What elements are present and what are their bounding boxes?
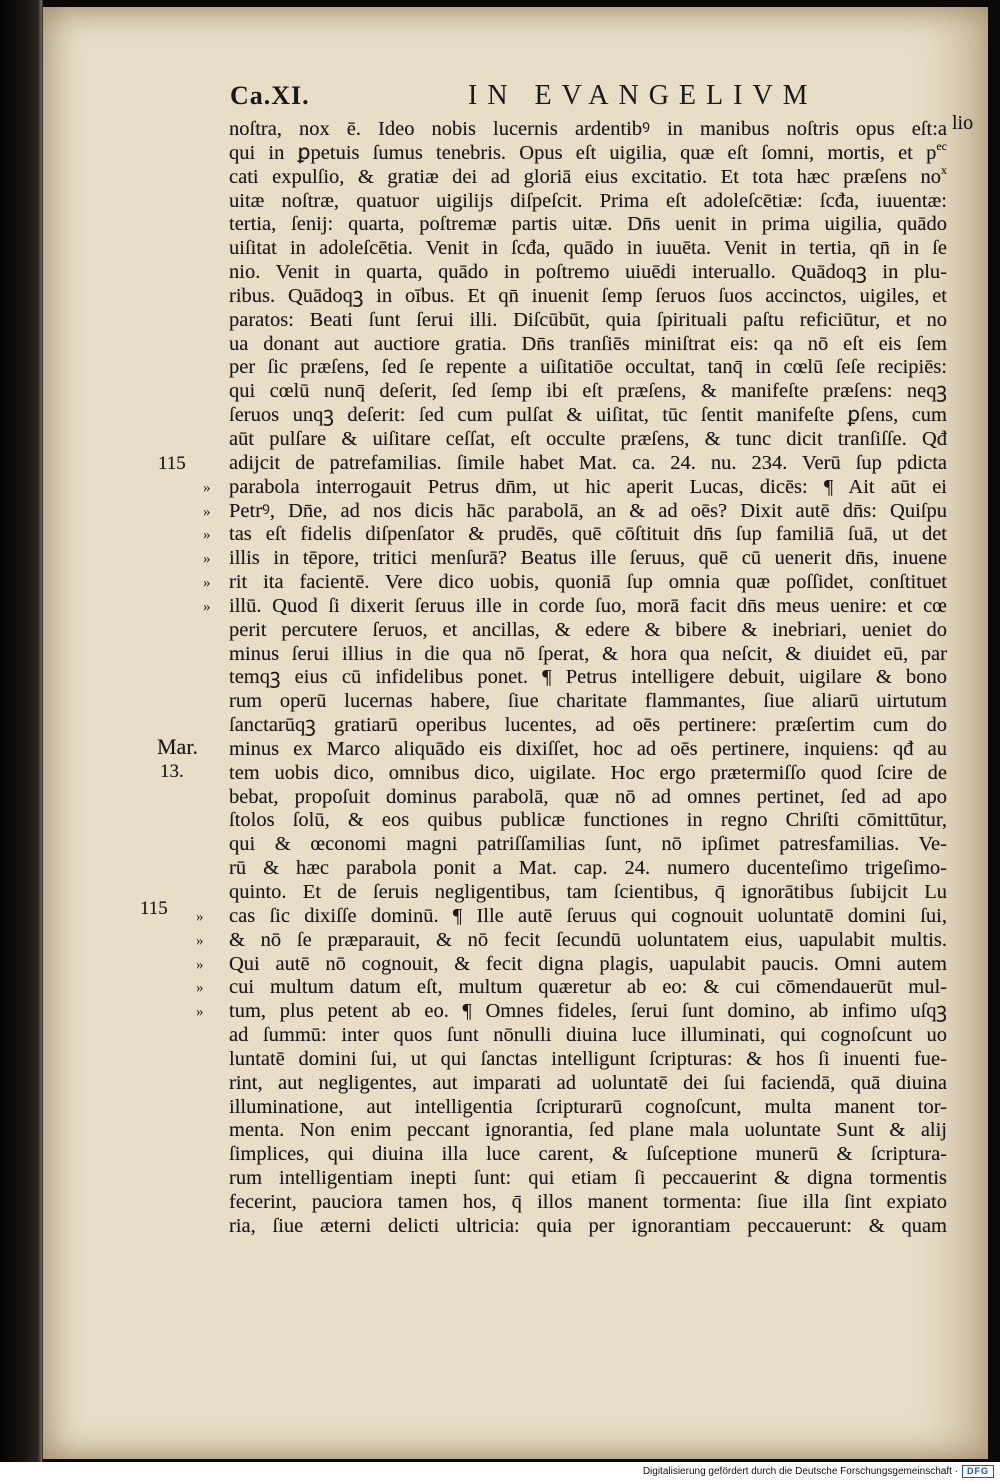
text-line-content: [229, 1096, 947, 1120]
margin-note-top-right: lio: [952, 112, 974, 134]
line-text: menta. Non enim peccant ignorantia, ſed plane mala uoluntate Sunt & alij: [229, 1119, 947, 1142]
line-text: bebat, propoſuit dominus parabolā, quæ nō ad omnes pertinet, ſed ad apo: [229, 785, 947, 808]
text-line-content: [229, 714, 947, 738]
text-line-content: [229, 333, 947, 357]
text-line: [229, 857, 947, 881]
quotation-mark: »: [196, 1004, 204, 1020]
text-line-content: [229, 976, 947, 1000]
margin-note-reference: 115: [158, 453, 186, 474]
line-text: adijcit de patrefamilias. ſimile habet Mat. ca. 24. nu. 234. Verū ſup pdicta: [229, 451, 947, 474]
text-line: [229, 786, 947, 810]
text-line: [229, 285, 947, 309]
line-text: minus ex Marco aliquādo eis dixiſſet, hoc ad oēs pertinere, inquiens: qđ au: [229, 737, 947, 760]
quotation-mark: »: [203, 504, 211, 520]
text-line-content: [229, 643, 947, 667]
text-line: [229, 595, 947, 619]
text-line: [229, 523, 947, 547]
text-line-content: [229, 881, 947, 905]
text-line: [229, 1048, 947, 1072]
line-text: cui multum datum eſt, multum quæretur ab eo: & cui cōmendauerūt mul-: [229, 976, 947, 999]
running-head-title: IN EVANGELIVM: [468, 80, 818, 111]
text-line: [229, 929, 947, 953]
line-text: perit percutere ſeruos, et ancillas, & edere & bibere & inebriari, ueniet do: [229, 618, 947, 641]
text-line-content: [229, 1215, 947, 1239]
line-text: ſimplices, qui diuina illa luce carent, & ſuſceptione munerū & ſcriptura-: [229, 1143, 947, 1166]
text-line-content: [229, 619, 947, 643]
footer-credit: Digitalisierung gefördert durch die Deutsche Forschungsgemeinschaft ·: [642, 1466, 958, 1477]
line-text: aūt pulſare & uiſitare ceſſat, eſt occulte præſens, & tunc dicit tranſiſſe. Qđ: [229, 427, 947, 450]
text-line: [229, 138, 947, 166]
text-line: [229, 976, 947, 1000]
line-text: luntatē domini ſui, ut qui ſanctas intelligunt ſcripturas: & hos ſi inuenti fue-: [229, 1047, 947, 1070]
text-line-content: [229, 500, 947, 524]
quotation-mark: »: [196, 980, 204, 996]
text-line-content: [229, 929, 947, 953]
text-line-content: [229, 1143, 947, 1167]
margin-note-reference: 115: [140, 898, 168, 919]
line-text: rit ita facientē. Vere dico uobis, quoniā ſup omnia quæ poſſidet, conſtituet: [229, 571, 947, 594]
text-line: [229, 452, 947, 476]
line-text: cati expulſio, & gratiæ dei ad gloriā eius excitatio. Et tota hæc præſens no: [229, 165, 941, 188]
text-line: [229, 356, 947, 380]
text-line: [229, 666, 947, 690]
text-line: [229, 690, 947, 714]
text-line-content: [229, 595, 947, 619]
text-line-content: [229, 857, 947, 881]
text-line-content: [229, 666, 947, 690]
line-text: tem uobis dico, omnibus dico, uigilate. Hoc ergo prætermiſſo quod ſcire de: [229, 761, 947, 784]
text-line: [229, 905, 947, 929]
quotation-mark: »: [203, 480, 211, 496]
line-text: illuminatione, aut intelligentia ſcripturarū cognoſcunt, multa manent tor-: [229, 1095, 947, 1118]
text-line-content: [229, 309, 947, 333]
line-text: noſtra, nox ē. Ideo nobis lucernis ardentibꝰ in manibus noſtris opus eſt:a: [229, 118, 947, 140]
line-text: ſeruos unqꝫ deſerit: ſed cum pulſat & uiſitat, tūc ſentit manifeſte ꝑſens, cum: [229, 404, 947, 427]
text-line: [229, 619, 947, 643]
text-line-content: [229, 138, 947, 166]
line-text: & nō ſe præparauit, & nō fecit ſecundū uoluntatem eius, uapulabit multis.: [229, 928, 947, 951]
line-text: fecerint, pauciora tamen hos, q̄ illos manent tormenta: ſiue illa ſint expiato: [229, 1190, 947, 1213]
text-line: [229, 714, 947, 738]
text-line: [229, 809, 947, 833]
text-line: [229, 738, 947, 762]
line-text: qui & œconomi magni patriſſamilias ſunt, nō ipſimet patresfamilias. Ve-: [229, 833, 947, 856]
running-head-chapter: Ca.XI.: [230, 81, 310, 110]
text-line: [229, 309, 947, 333]
margin-note-gospel: Mar.: [157, 734, 198, 759]
text-line: [229, 1000, 947, 1024]
text-line: [229, 428, 947, 452]
text-line: [229, 118, 947, 142]
line-text: rum operū lucernas habere, ſiue charitate flammantes, ſiue aliarū uirtutum: [229, 690, 947, 713]
text-line: [229, 380, 947, 404]
text-line-content: [229, 476, 947, 500]
text-line: [229, 547, 947, 571]
text-line-content: [229, 1167, 947, 1191]
text-line: [229, 571, 947, 595]
text-line-content: [229, 285, 947, 309]
text-line-content: [229, 118, 947, 142]
line-text: nio. Venit in quarta, quādo in poſtremo uiuēdi interuallo. Quādoqꝫ in plu-: [229, 261, 947, 284]
text-line: [229, 261, 947, 285]
text-line-content: [229, 571, 947, 595]
line-text: uiſitat in adoleſcētia. Venit in ſcđa, quādo in iuuēta. Venit in tertia, qn̄ in ſe: [229, 237, 947, 260]
text-line-content: [229, 162, 947, 190]
text-line-content: [229, 356, 947, 380]
line-text: ſtolos ſolū, & eos quibus publicæ functiones in regno Chriſti cōmittūtur,: [229, 809, 947, 832]
text-line: [229, 476, 947, 500]
quotation-mark: »: [203, 599, 211, 615]
text-line: [229, 1215, 947, 1239]
text-line: [229, 953, 947, 977]
margin-note-gospel-chapter: 13.: [160, 761, 184, 782]
line-text: quinto. Et de ſeruis negligentibus, tam ſcientibus, q̄ ignorātibus ſubijcit Lu: [229, 881, 947, 903]
text-line-content: [229, 1000, 947, 1024]
text-line: [229, 1143, 947, 1167]
line-text: qui cœlū nunq̄ deſerit, ſed ſemp ibi eſt præſens, & manifeſte præſens: neqꝫ: [229, 380, 947, 403]
line-text: ria, ſiue æterni delicti ultricia: quia per ignorantiam peccauerunt: & quam: [229, 1214, 947, 1237]
text-line-content: [229, 547, 947, 571]
quotation-mark: »: [196, 933, 204, 949]
line-text: ribus. Quādoqꝫ in oībus. Et qn̄ inuenit ſemp ſeruos ſuos accinctos, uigiles, et: [229, 284, 947, 307]
line-text: Qui autē nō cognouit, & fecit digna plagis, uapulabit paucis. Omni autem: [229, 952, 947, 975]
line-text: minus ſerui illius in die qua nō ſperat, & hora qua neſcit, & diuidet eū, par: [229, 642, 947, 665]
line-superscript: x: [941, 162, 947, 177]
text-line-content: [229, 237, 947, 261]
text-line-content: [229, 1048, 947, 1072]
line-text: ua donant aut auctiore gratia. Dn̄s tranſiēs miniſtrat eis: qa nō eſt eis ſem: [229, 332, 947, 355]
quotation-mark: »: [203, 575, 211, 591]
line-text: illū. Quod ſi dixerit ſeruus ille in corde ſuo, morā facit dn̄s meus uenire: et cœ: [229, 594, 947, 617]
quotation-mark: »: [196, 909, 204, 925]
text-line-content: [229, 738, 947, 762]
line-text: illis in tēpore, tritici menſurā? Beatus ille ſeruus, quē cū uenerit dn̄s, inuene: [229, 547, 947, 570]
line-text: paratos: Beati ſunt ſerui illi. Diſcūbūt, quia ſpirituali paſtu reficiūtur, et no: [229, 308, 947, 331]
line-text: tum, plus petent ab eo. ¶ Omnes fideles, ſerui ſunt domino, ab infimo uſqꝫ: [229, 1000, 947, 1023]
text-line: [229, 190, 947, 214]
line-text: parabola interrogauit Petrus dn̄m, ut hic aperit Lucas, dicēs: ¶ Ait aūt ei: [229, 475, 947, 498]
text-line-content: [229, 380, 947, 404]
line-text: Petrꝰ, Dn̄e, ad nos dicis hāc parabolā, an & ad oēs? Dixit autē dn̄s: Quiſpu: [229, 499, 947, 522]
line-superscript: ec: [936, 138, 947, 153]
text-line: [229, 1191, 947, 1215]
text-line: [229, 1119, 947, 1143]
text-line-content: [229, 1072, 947, 1096]
text-line: [229, 643, 947, 667]
text-line-content: [229, 1024, 947, 1048]
text-line: [229, 162, 947, 190]
text-line: [229, 237, 947, 261]
text-line-content: [229, 428, 947, 452]
text-line-content: [229, 523, 947, 547]
line-text: uitæ noſtræ, quatuor uigilijs diſpeſcit. Prima eſt adoleſcētiæ: ſcđa, iuuentæ:: [229, 189, 947, 212]
line-text: ad ſummū: inter quos ſunt nōnulli diuina luce illuminati, qui cognoſcunt uo: [229, 1024, 947, 1047]
text-line-content: [229, 786, 947, 810]
text-block: [229, 118, 947, 1239]
line-text: tertia, ſenij: quarta, poſtremæ partis uitæ. Dn̄s uenit in prima uigilia, quādo: [229, 213, 947, 236]
text-line: [229, 1072, 947, 1096]
text-line-content: [229, 905, 947, 929]
quotation-mark: »: [203, 551, 211, 567]
dfg-logo: DFG: [962, 1465, 994, 1478]
text-line: [229, 404, 947, 428]
text-line-content: [229, 213, 947, 237]
text-line: [229, 833, 947, 857]
quotation-mark: »: [196, 957, 204, 973]
line-text: cas ſic dixiſſe dominū. ¶ Ille autē ſeruus qui cognouit uoluntatē domini ſui,: [229, 904, 947, 927]
text-line-content: [229, 1119, 947, 1143]
text-line-content: [229, 404, 947, 428]
line-text: tas eſt fidelis diſpenſator & prudēs, quē cōſtituit dn̄s ſup familiā ſuā, ut det: [229, 523, 947, 546]
text-line: [229, 1167, 947, 1191]
text-line: [229, 213, 947, 237]
text-line-content: [229, 452, 947, 476]
line-text: ſanctarūqꝫ gratiarū operibus lucentes, ad oēs pertinere: præſertim cum do: [229, 714, 947, 737]
line-text: temqꝫ eius cū infidelibus ponet. ¶ Petrus intelligere debuit, uigilare & bono: [229, 666, 947, 689]
text-line-content: [229, 762, 947, 786]
text-line-content: [229, 1191, 947, 1215]
text-line-content: [229, 690, 947, 714]
text-line-content: [229, 953, 947, 977]
line-text: per ſic præſens, ſed ſe repente a uiſitatiōe occultat, tanq̄ in cœlū ſeſe recipiēs:: [229, 356, 947, 379]
line-text: rint, aut negligentes, aut imparati ad uoluntatē dei ſui faciendā, quā diuina: [229, 1071, 947, 1094]
text-line: [229, 1096, 947, 1120]
text-line-content: [229, 190, 947, 214]
text-line-content: [229, 809, 947, 833]
text-line-content: [229, 261, 947, 285]
text-line: [229, 762, 947, 786]
quotation-mark: »: [203, 527, 211, 543]
line-text: rū & hæc parabola ponit a Mat. cap. 24. numero ducenteſimo trigeſimo-: [229, 857, 947, 880]
line-text: qui in ꝑpetuis ſumus tenebris. Opus eſt uigilia, quæ eſt ſomni, mortis, et p: [229, 141, 937, 164]
scan-frame: [0, 0, 43, 1462]
text-line-content: [229, 833, 947, 857]
text-line: [229, 881, 947, 905]
footer-bar: [0, 1462, 1000, 1482]
line-text: rum intelligentiam inepti ſunt: qui etiam ſi peccauerint & digna tormentis: [229, 1167, 947, 1190]
text-line: [229, 333, 947, 357]
text-line: [229, 500, 947, 524]
text-line: [229, 1024, 947, 1048]
